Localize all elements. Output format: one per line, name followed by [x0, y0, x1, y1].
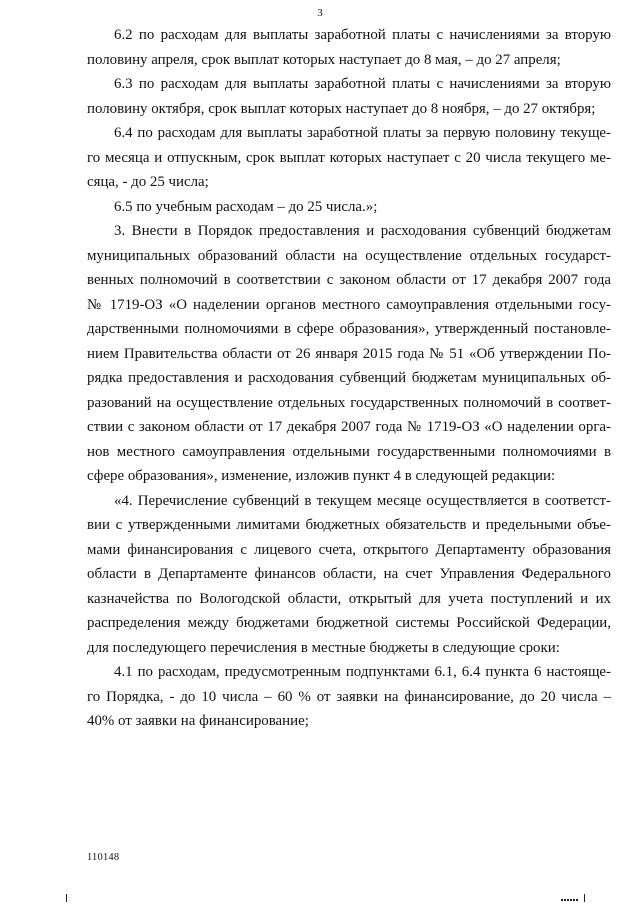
scan-mark-left — [66, 894, 67, 902]
page-number: 3 — [317, 7, 323, 19]
text-line: для последующего перечисления в местные бюджеты в следующие сроки: — [87, 639, 560, 656]
text-line: «4. Перечисление субвенций в текущем месяце осуществляется в соответст- — [114, 492, 611, 509]
text-line: 6.3 по расходам для выплаты заработной платы с начислениями за вторую — [114, 76, 611, 92]
text-line: разований на осуществление отдельных государственных полномочий в соответ- — [87, 394, 611, 411]
text-line: № 1719-ОЗ «О наделении органов местного самоуправления отдельными госу- — [87, 296, 611, 313]
text-line: 6.5 по учебным расходам – до 25 числа.»; — [114, 198, 378, 215]
text-line: 4.1 по расходам, предусмотренным подпунктами 6.1, 6.4 пункта 6 настояще- — [114, 664, 611, 680]
text-line: муниципальных образований области на осуществление отдельных государст- — [87, 247, 611, 264]
text-line: казначейства по Вологодской области, открытый для учета поступлений и их — [87, 590, 611, 607]
text-line: венных полномочий в соответствии с законом области от 17 декабря 2007 года — [87, 272, 611, 288]
text-line: дарственными полномочиями в сфере образования», утвержденный постановле- — [87, 321, 611, 337]
text-line: сфере образования», изменение, изложив пункт 4 в следующей редакции: — [87, 468, 556, 484]
text-line: 40% от заявки на финансирование; — [87, 713, 309, 729]
text-line: рядка предоставления и расходования субвенций бюджетам муниципальных об- — [87, 370, 611, 386]
text-line: области в Департаменте финансов области, на счет Управления Федерального — [87, 566, 611, 582]
document-body — [87, 23, 611, 734]
text-line: 3. Внести в Порядок предоставления и расходования субвенций бюджетам — [114, 223, 611, 239]
text-line: ствии с законом области от 17 декабря 2007 года № 1719-ОЗ «О наделении орга- — [87, 419, 611, 435]
text-line: распределения между бюджетами бюджетной системы Российской Федерации, — [87, 615, 611, 631]
text-line: го Порядка, - до 10 числа – 60 % от заявки на финансирование, до 20 числа – — [87, 688, 611, 705]
document-code: 110148 — [87, 852, 120, 863]
text-line: нов местного самоуправления отдельными государственными полномочиями в — [87, 443, 611, 460]
scan-mark-right-edge — [584, 894, 585, 902]
text-line: нием Правительства области от 26 января 2015 года № 51 «Об утверждении По- — [87, 345, 611, 362]
text-line: 6.4 по расходам для выплаты заработной платы за первую половину текуще- — [114, 125, 611, 141]
text-line: го месяца и отпускным, срок выплат которых наступает с 20 числа текущего ме- — [87, 149, 611, 166]
text-line: вии с утвержденными лимитами бюджетных обязательств и предельными объе- — [87, 517, 611, 533]
text-line: 6.2 по расходам для выплаты заработной платы с начислениями за вторую — [114, 27, 611, 43]
text-line: половину апреля, срок выплат которых наступает до 8 мая, – до 27 апреля; — [87, 51, 561, 68]
text-line: сяца, - до 25 числа; — [87, 174, 209, 190]
text-line: половину октября, срок выплат которых наступает до 8 ноября, – до 27 октября; — [87, 100, 596, 117]
scan-mark-right — [561, 899, 579, 901]
text-line: мами финансирования с лицевого счета, открытого Департаменту образования — [87, 541, 611, 558]
